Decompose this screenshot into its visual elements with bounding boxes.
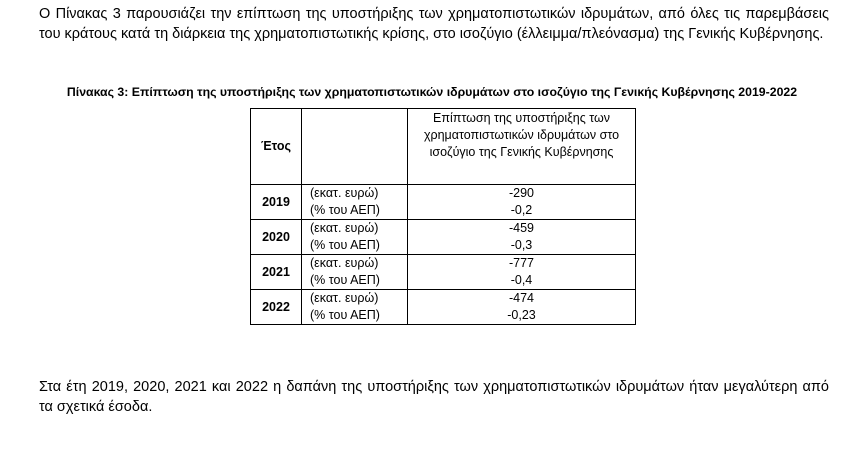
value-gdp: -0,23 bbox=[408, 307, 636, 325]
support-impact-table bbox=[250, 108, 636, 325]
table-row bbox=[251, 307, 636, 325]
value-eur: -474 bbox=[408, 290, 636, 308]
table-row bbox=[251, 202, 636, 220]
table-caption: Πίνακας 3: Επίπτωση της υποστήριξης των χρηματοπιστωτικών ιδρυμάτων στο ισοζύγιο της Γενικής Κυβέρνησης 2019-2022 bbox=[66, 85, 798, 99]
year-cell: 2021 bbox=[251, 255, 302, 290]
value-gdp: -0,2 bbox=[408, 202, 636, 220]
unit-gdp: (% του ΑΕΠ) bbox=[302, 202, 408, 220]
table-row bbox=[251, 220, 636, 238]
table-row bbox=[251, 185, 636, 203]
value-eur: -290 bbox=[408, 185, 636, 203]
table-row bbox=[251, 255, 636, 273]
year-cell: 2020 bbox=[251, 220, 302, 255]
unit-gdp: (% του ΑΕΠ) bbox=[302, 272, 408, 290]
unit-eur: (εκατ. ευρώ) bbox=[302, 185, 408, 203]
outro-paragraph: Στα έτη 2019, 2020, 2021 και 2022 η δαπάνη της υποστήριξης των χρηματοπιστωτικών ιδρυμάτων ήταν μεγαλύτερη από τα σχετικά έσοδα. bbox=[39, 379, 829, 415]
header-unit-empty bbox=[302, 109, 408, 185]
unit-gdp: (% του ΑΕΠ) bbox=[302, 307, 408, 325]
unit-eur: (εκατ. ευρώ) bbox=[302, 220, 408, 238]
year-cell: 2019 bbox=[251, 185, 302, 220]
value-eur: -777 bbox=[408, 255, 636, 273]
value-gdp: -0,3 bbox=[408, 237, 636, 255]
table-row bbox=[251, 237, 636, 255]
unit-eur: (εκατ. ευρώ) bbox=[302, 255, 408, 273]
table-header-row bbox=[251, 109, 636, 185]
value-eur: -459 bbox=[408, 220, 636, 238]
year-cell: 2022 bbox=[251, 290, 302, 325]
header-year: Έτος bbox=[251, 109, 302, 185]
header-value bbox=[408, 109, 636, 185]
intro-paragraph: Ο Πίνακας 3 παρουσιάζει την επίπτωση της υποστήριξης των χρηματοπιστωτικών ιδρυμάτων, από όλες τις παρεμβάσεις του κράτους κατά τη διάρκεια της χρηματοπιστωτικής κρίσης, στο ισοζύγιο (έλλειμμα/πλεόνασμα) της Γενικής Κυβέρνησης. bbox=[39, 6, 829, 42]
unit-gdp: (% του ΑΕΠ) bbox=[302, 237, 408, 255]
value-gdp: -0,4 bbox=[408, 272, 636, 290]
table-row bbox=[251, 290, 636, 308]
table-row bbox=[251, 272, 636, 290]
unit-eur: (εκατ. ευρώ) bbox=[302, 290, 408, 308]
header-value-text: Επίπτωση της υποστήριξης των χρηματοπιστωτικών ιδρυμάτων στο ισοζύγιο της Γενικής Κυβέρνησης bbox=[423, 111, 620, 159]
